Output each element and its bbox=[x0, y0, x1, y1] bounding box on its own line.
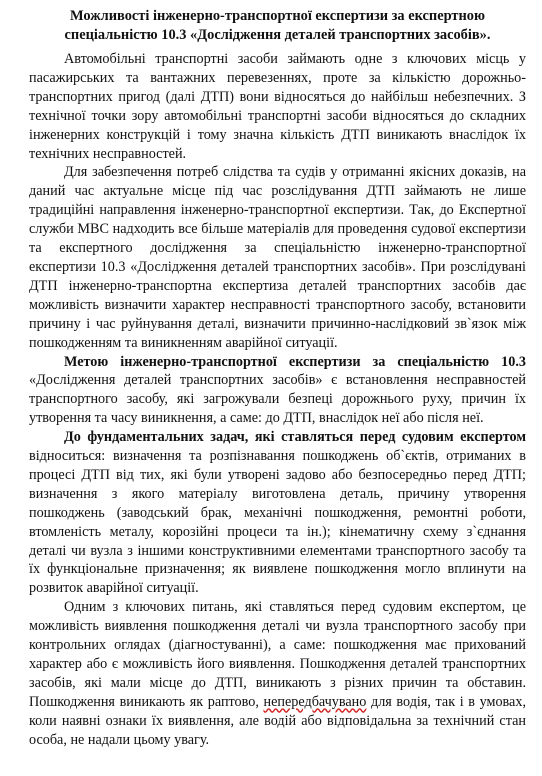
document-title: Можливості інженерно-транспортної експертизи за експертною спеціальністю 10.3 «Дослідження деталей транспортних засобів». bbox=[64, 8, 491, 43]
paragraph-key-questions bbox=[29, 598, 526, 749]
paragraph-purpose-text: «Дослідження деталей транспортних засобів» є встановлення несправностей транспортного засобу, які загрожували безпеці дорожнього руху, причин їх утворення та часу виникнення, а саме: до ДТП, внаслідок неї або після неї. bbox=[29, 372, 526, 427]
paragraph-tasks bbox=[29, 428, 526, 598]
paragraph-evidence-text: Для забезпечення потреб слідства та судів у отриманні якісних доказів, на даний час актуальне місце під час розслідування ДТП займають не лише традиційні направлення інженерно-транспортної експертизи. Так, до Експертної служби МВС надходить все більше матеріалів для проведення судової експертизи та експертного дослідження за спеціальністю інженерно-транспортної експертизи 10.3 «Дослідження деталей транспортних засобів». При розслідувані ДТП інженерно-транспортна експертиза деталей транспортних засобів дає можливість визначити характер несправності транспортного засобу, встановити причину і час руйнування деталі, визначити причинно-наслідковий зв`язок між пошкодженням та виникненням аварійної ситуації. bbox=[29, 164, 526, 351]
paragraph-intro-text: Автомобільні транспортні засоби займають одне з ключових місць у пасажирських та вантажних перевезеннях, проте за кількістю дорожньо-транспортних пригод (далі ДТП) вони відносяться до найбільш небезпечних. З технічної точки зору автомобільні транспортні засоби відносяться до складних інженерних конструкцій і тому значна кількість ДТП виникають внаслідок їх технічних несправностей. bbox=[29, 51, 526, 162]
paragraph-key-questions-text-before: Одним з ключових питань, які ставляться перед судовим експертом, це можливість виявлення пошкодження деталі чи вузла транспортного засобу при контрольних оглядах (діагностуванні), а саме: пошкодження має прихований характер або є можливість його виявлення. Пошкодження деталей транспортних засобів, які мали місце до ДТП, виникають з різних причин та обставин. Пошкодження виникають як раптово, bbox=[29, 599, 526, 710]
paragraph-purpose-bold: Метою інженерно-транспортної експертизи за спеціальністю 10.3 bbox=[64, 353, 526, 370]
paragraph-evidence bbox=[29, 163, 526, 352]
paragraph-tasks-bold: До фундаментальних задач, які ставляться перед судовим експертом bbox=[64, 429, 526, 446]
paragraph-tasks-text: відноситься: визначення та розпізнавання пошкоджень об`єктів, отриманих в процесі ДТП від тих, які були утворені задово або безпосередньо перед ДТП; визначення з якого матеріалу виготовлена деталь, причину утворення пошкоджень (заводський брак, механічні пошкодження, ремонтні роботи, втомленість металу, корозійні процеси та ін.); кінематичну схему з`єднання деталі чи вузла з іншими конструктивними елементами транспортного засобу та їх функціональне призначення; як виявлене пошкодження могло вплинути на розвиток аварійної ситуації. bbox=[29, 448, 526, 597]
spellcheck-underlined-word: непередбачувано bbox=[263, 693, 367, 710]
paragraph-purpose bbox=[29, 353, 526, 429]
paragraph-intro bbox=[29, 50, 526, 163]
paragraph-key-questions-text-after: для водія, так і в умовах, коли наявні ознаки їх виявлення, але водій або відповідальна за технічний стан особа, не надали цьому увагу. bbox=[29, 693, 526, 748]
